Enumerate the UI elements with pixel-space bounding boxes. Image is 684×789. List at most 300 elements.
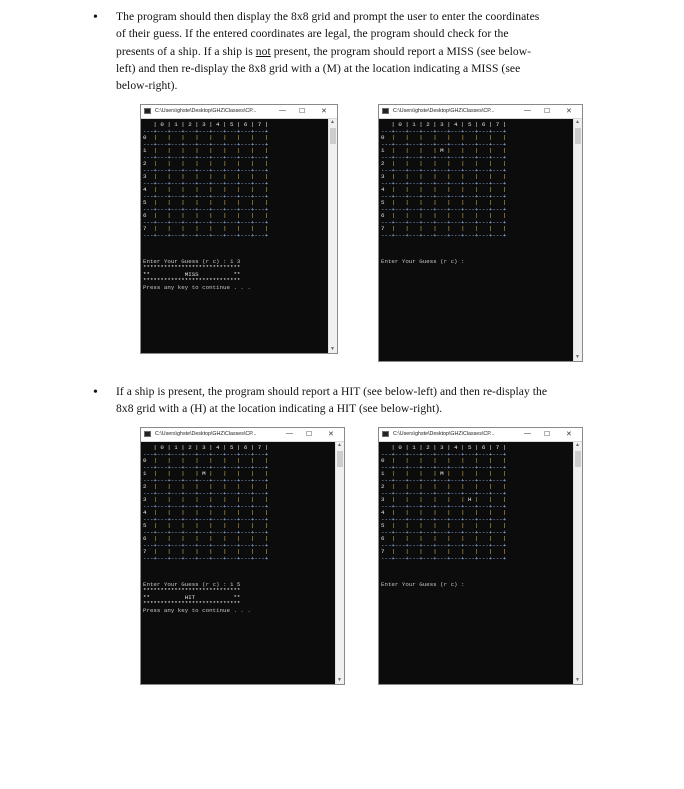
- cell-border: |: [223, 457, 227, 464]
- cell-border: |: [153, 134, 157, 141]
- cmd-icon: [144, 431, 151, 437]
- cell-border: |: [419, 173, 423, 180]
- cell-border: |: [488, 548, 493, 555]
- cell-border: |: [264, 186, 269, 193]
- cell-border: |: [461, 522, 465, 529]
- cell-border: |: [474, 483, 479, 490]
- cell-border: |: [419, 483, 423, 490]
- cell-border: |: [419, 496, 423, 503]
- cell-border: |: [447, 212, 451, 219]
- minimize-button[interactable]: —: [286, 430, 293, 437]
- cell-border: |: [236, 199, 241, 206]
- cell-border: |: [181, 535, 185, 542]
- cell-border: |: [167, 457, 171, 464]
- cell-border: |: [391, 496, 395, 503]
- cell-border: |: [195, 225, 199, 232]
- title-bar: [379, 428, 582, 442]
- maximize-button[interactable]: ☐: [306, 431, 313, 438]
- grid-separator: ---+---+---+---+---+---+---+---+---+: [143, 489, 269, 497]
- row-label: 7: [143, 225, 147, 232]
- cell-border: |: [181, 483, 185, 490]
- cell-border: |: [461, 457, 465, 464]
- grid-separator: ---+---+---+---+---+---+---+---+---+: [143, 231, 269, 239]
- cell-border: |: [474, 212, 479, 219]
- cell-border: |: [405, 522, 409, 529]
- cell-border: |: [250, 470, 255, 477]
- grid-separator: ---+---+---+---+---+---+---+---+---+: [381, 515, 507, 523]
- cell-border: |: [209, 134, 213, 141]
- cell-border: |: [223, 548, 227, 555]
- cell-border: |: [181, 186, 185, 193]
- scroll-thumb[interactable]: [330, 128, 336, 144]
- close-button[interactable]: ✕: [328, 431, 334, 438]
- cell-border: |: [474, 186, 479, 193]
- grid-separator: ---+---+---+---+---+---+---+---+---+: [381, 231, 507, 239]
- window-title: C:\Users\ghste\Desktop\GHZ\Classes\CP...: [155, 108, 257, 114]
- cell-border: |: [474, 173, 479, 180]
- cell-border: |: [405, 134, 409, 141]
- cell-border: |: [223, 470, 227, 477]
- minimize-button[interactable]: —: [524, 430, 531, 437]
- cell-border: |: [447, 548, 451, 555]
- grid-separator: ---+---+---+---+---+---+---+---+---+: [381, 450, 507, 458]
- cell-border: |: [461, 160, 465, 167]
- cell-border: |: [461, 173, 465, 180]
- cell-border: |: [181, 225, 185, 232]
- cell-border: |: [502, 470, 507, 477]
- title-bar: [379, 105, 582, 119]
- row-label: 0: [143, 134, 147, 141]
- row-label: 0: [381, 134, 385, 141]
- cell-border: |: [181, 548, 185, 555]
- cell-border: |: [153, 470, 157, 477]
- cell-border: |: [195, 522, 199, 529]
- cell-border: |: [419, 509, 423, 516]
- cell-border: |: [502, 535, 507, 542]
- cell-border: |: [405, 548, 409, 555]
- grid-separator: ---+---+---+---+---+---+---+---+---+: [381, 502, 507, 510]
- cell-border: |: [391, 186, 395, 193]
- paragraph-hit: If a ship is present, the program should report a HIT (see below-left) and then re-display the 8x8 grid with a (H) at the location indicating a HIT (see below-right).: [116, 385, 548, 416]
- cell-border: |: [181, 457, 185, 464]
- cell-border: |: [250, 496, 255, 503]
- guess-prompt: Enter Your Guess (r c) : 1 5: [143, 580, 241, 588]
- grid-separator: ---+---+---+---+---+---+---+---+---+: [381, 166, 507, 174]
- cell-border: |: [433, 535, 437, 542]
- cell-border: |: [488, 457, 493, 464]
- cell-border: |: [488, 225, 493, 232]
- cell-border: |: [236, 147, 241, 154]
- scroll-up-arrow-icon[interactable]: ▲: [337, 443, 342, 448]
- grid-separator: ---+---+---+---+---+---+---+---+---+: [381, 218, 507, 226]
- cell-border: |: [488, 483, 493, 490]
- cell-border: |: [195, 147, 199, 154]
- cell-border: |: [223, 147, 227, 154]
- grid-separator: ---+---+---+---+---+---+---+---+---+: [143, 205, 269, 213]
- emphasis-not: not: [255, 44, 271, 58]
- cell-border: |: [153, 225, 157, 232]
- cell-border: |: [474, 199, 479, 206]
- minimize-button[interactable]: —: [524, 107, 531, 114]
- cell-border: |: [250, 199, 255, 206]
- row-label: 4: [381, 509, 385, 516]
- scroll-down-arrow-icon[interactable]: ▼: [337, 678, 342, 683]
- grid-separator: ---+---+---+---+---+---+---+---+---+: [143, 127, 269, 135]
- scroll-thumb[interactable]: [575, 451, 581, 467]
- cell-border: |: [447, 186, 451, 193]
- cell-border: |: [181, 509, 185, 516]
- cell-border: |: [264, 483, 269, 490]
- grid-separator: ---+---+---+---+---+---+---+---+---+: [381, 140, 507, 148]
- grid-separator: ---+---+---+---+---+---+---+---+---+: [143, 140, 269, 148]
- scroll-down-arrow-icon[interactable]: ▼: [330, 347, 335, 352]
- cell-border: |: [264, 212, 269, 219]
- cell-border: |: [461, 483, 465, 490]
- cell-border: |: [502, 457, 507, 464]
- cell-border: |: [167, 496, 171, 503]
- grid-separator: ---+---+---+---+---+---+---+---+---+: [143, 476, 269, 484]
- cell-border: |: [488, 134, 493, 141]
- cell-border: |: [209, 522, 213, 529]
- grid-separator: ---+---+---+---+---+---+---+---+---+: [143, 528, 269, 536]
- grid-separator: ---+---+---+---+---+---+---+---+---+: [381, 179, 507, 187]
- row-label: 5: [381, 199, 385, 206]
- row-label: 5: [143, 199, 147, 206]
- cell-border: |: [250, 522, 255, 529]
- cell-border: |: [167, 509, 171, 516]
- cell-border: |: [223, 173, 227, 180]
- cell-border: |: [461, 199, 465, 206]
- grid-header: | 0 | 1 | 2 | 3 | 4 | 5 | 6 | 7 |: [381, 121, 507, 128]
- cell-border: |: [474, 496, 479, 503]
- cell-border: |: [209, 470, 213, 477]
- cell-border: |: [391, 470, 395, 477]
- bullet-2: •: [93, 385, 98, 400]
- close-button[interactable]: ✕: [321, 108, 327, 115]
- cell-border: |: [488, 470, 493, 477]
- cell-border: |: [236, 134, 241, 141]
- cmd-icon: [382, 108, 389, 114]
- cell-border: |: [419, 147, 423, 154]
- cell-border: |: [181, 212, 185, 219]
- vertical-scrollbar[interactable]: [573, 119, 582, 361]
- cell-border: |: [209, 535, 213, 542]
- cell-border: |: [419, 212, 423, 219]
- cell-border: |: [474, 457, 479, 464]
- cell-border: |: [223, 483, 227, 490]
- cell-border: |: [433, 457, 437, 464]
- row-label: 7: [143, 548, 147, 555]
- cell-border: |: [264, 457, 269, 464]
- cell-border: |: [433, 199, 437, 206]
- window-title: C:\Users\ghste\Desktop\GHZ\Classes\CP...: [155, 431, 257, 437]
- cell-border: |: [167, 173, 171, 180]
- row-label: 1: [143, 147, 147, 154]
- cell-border: |: [502, 160, 507, 167]
- cell-border: |: [488, 173, 493, 180]
- row-label: 2: [381, 483, 385, 490]
- cell-border: |: [264, 496, 269, 503]
- cell-border: |: [391, 509, 395, 516]
- window-title: C:\Users\ghste\Desktop\GHZ\Classes\CP...: [393, 108, 495, 114]
- grid-separator: ---+---+---+---+---+---+---+---+---+: [381, 554, 507, 562]
- grid-cell-mark: H: [464, 496, 475, 503]
- cell-border: |: [405, 225, 409, 232]
- cell-border: |: [195, 160, 199, 167]
- cell-border: |: [153, 147, 157, 154]
- cell-border: |: [391, 522, 395, 529]
- cell-border: |: [223, 160, 227, 167]
- cell-border: |: [153, 522, 157, 529]
- cell-border: |: [264, 199, 269, 206]
- cell-border: |: [236, 548, 241, 555]
- console-window-miss-result: [140, 104, 338, 354]
- cell-border: |: [433, 483, 437, 490]
- cell-border: |: [264, 160, 269, 167]
- cell-border: |: [250, 186, 255, 193]
- cell-border: |: [209, 199, 213, 206]
- cell-border: |: [181, 496, 185, 503]
- cell-border: |: [433, 134, 437, 141]
- cell-border: |: [474, 225, 479, 232]
- row-label: 4: [143, 186, 147, 193]
- cell-border: |: [433, 173, 437, 180]
- console-output: [381, 122, 506, 265]
- cell-border: |: [250, 457, 255, 464]
- grid-cell-mark: M: [436, 470, 448, 477]
- row-label: 3: [143, 496, 147, 503]
- cell-border: |: [167, 225, 171, 232]
- cell-border: |: [405, 509, 409, 516]
- cell-border: |: [153, 199, 157, 206]
- cell-border: |: [461, 535, 465, 542]
- cell-border: |: [167, 134, 171, 141]
- cell-border: |: [153, 483, 157, 490]
- cell-border: |: [167, 186, 171, 193]
- grid-separator: ---+---+---+---+---+---+---+---+---+: [381, 489, 507, 497]
- cell-border: |: [405, 199, 409, 206]
- cell-border: |: [405, 470, 409, 477]
- cell-border: |: [433, 212, 437, 219]
- grid-separator: ---+---+---+---+---+---+---+---+---+: [143, 153, 269, 161]
- cell-border: |: [250, 160, 255, 167]
- maximize-button[interactable]: ☐: [544, 431, 551, 438]
- cell-border: |: [488, 147, 493, 154]
- close-button[interactable]: ✕: [566, 431, 572, 438]
- cell-border: |: [153, 548, 157, 555]
- cell-border: |: [236, 509, 241, 516]
- cell-border: |: [419, 535, 423, 542]
- cmd-icon: [382, 431, 389, 437]
- cell-border: |: [264, 548, 269, 555]
- cell-border: |: [167, 470, 171, 477]
- cell-border: |: [405, 496, 409, 503]
- cell-border: |: [447, 535, 451, 542]
- cell-border: |: [167, 548, 171, 555]
- cell-border: |: [488, 522, 493, 529]
- vertical-scrollbar[interactable]: [573, 442, 582, 684]
- cell-border: |: [236, 522, 241, 529]
- grid-separator: ---+---+---+---+---+---+---+---+---+: [381, 528, 507, 536]
- cell-border: |: [405, 535, 409, 542]
- bullet-1: •: [93, 10, 98, 25]
- row-label: 3: [381, 173, 385, 180]
- cell-border: |: [474, 470, 479, 477]
- cell-border: |: [488, 496, 493, 503]
- cell-border: |: [195, 509, 199, 516]
- cell-border: |: [209, 160, 213, 167]
- cell-border: |: [264, 522, 269, 529]
- cell-border: |: [474, 134, 479, 141]
- row-label: 2: [143, 483, 147, 490]
- cell-border: |: [181, 173, 185, 180]
- cell-border: |: [419, 470, 423, 477]
- scroll-thumb[interactable]: [337, 451, 343, 467]
- row-label: 7: [381, 225, 385, 232]
- cell-border: |: [433, 160, 437, 167]
- cell-border: |: [153, 160, 157, 167]
- cell-border: |: [195, 173, 199, 180]
- close-button[interactable]: ✕: [566, 108, 572, 115]
- cell-border: |: [488, 212, 493, 219]
- cell-border: |: [153, 186, 157, 193]
- grid-separator: ---+---+---+---+---+---+---+---+---+: [143, 218, 269, 226]
- cell-border: |: [461, 470, 465, 477]
- cell-border: |: [419, 160, 423, 167]
- cell-border: |: [250, 509, 255, 516]
- cell-border: |: [391, 199, 395, 206]
- cell-border: |: [447, 225, 451, 232]
- cell-border: |: [419, 199, 423, 206]
- row-label: 6: [381, 212, 385, 219]
- cell-border: |: [236, 173, 241, 180]
- cell-border: |: [250, 225, 255, 232]
- row-label: 4: [143, 509, 147, 516]
- cell-border: |: [264, 535, 269, 542]
- row-label: 3: [143, 173, 147, 180]
- cell-border: |: [502, 134, 507, 141]
- cell-border: |: [447, 470, 451, 477]
- cell-border: |: [447, 173, 451, 180]
- grid-separator: ---+---+---+---+---+---+---+---+---+: [143, 166, 269, 174]
- vertical-scrollbar[interactable]: [328, 119, 337, 353]
- scroll-up-arrow-icon[interactable]: ▲: [575, 120, 580, 125]
- scroll-up-arrow-icon[interactable]: ▲: [330, 120, 335, 125]
- grid-separator: ---+---+---+---+---+---+---+---+---+: [381, 127, 507, 135]
- cell-border: |: [461, 225, 465, 232]
- cell-border: |: [391, 147, 395, 154]
- cell-border: |: [433, 186, 437, 193]
- cell-border: |: [223, 186, 227, 193]
- cell-border: |: [181, 147, 185, 154]
- guess-prompt: Enter Your Guess (r c) :: [381, 257, 465, 265]
- cell-border: |: [250, 173, 255, 180]
- maximize-button[interactable]: ☐: [544, 108, 551, 115]
- cell-border: |: [236, 483, 241, 490]
- cell-border: |: [405, 457, 409, 464]
- row-label: 1: [381, 470, 385, 477]
- scroll-down-arrow-icon[interactable]: ▼: [575, 678, 580, 683]
- cell-border: |: [223, 134, 227, 141]
- cell-border: |: [250, 147, 255, 154]
- cell-border: |: [447, 509, 451, 516]
- row-label: 5: [143, 522, 147, 529]
- cell-border: |: [391, 212, 395, 219]
- cell-border: |: [167, 522, 171, 529]
- cell-border: |: [502, 483, 507, 490]
- scroll-down-arrow-icon[interactable]: ▼: [575, 355, 580, 360]
- cell-border: |: [167, 535, 171, 542]
- cell-border: |: [195, 496, 199, 503]
- cell-border: |: [447, 199, 451, 206]
- cell-border: |: [250, 212, 255, 219]
- cell-border: |: [195, 212, 199, 219]
- row-label: 0: [381, 457, 385, 464]
- cell-border: |: [223, 199, 227, 206]
- cell-border: |: [223, 522, 227, 529]
- cell-border: |: [391, 160, 395, 167]
- guess-prompt: Enter Your Guess (r c) : 1 3: [143, 257, 241, 265]
- cell-border: |: [209, 173, 213, 180]
- cell-border: |: [209, 212, 213, 219]
- cell-border: |: [209, 147, 213, 154]
- cell-border: |: [502, 212, 507, 219]
- row-label: 6: [143, 535, 147, 542]
- row-label: 6: [381, 535, 385, 542]
- console-window-miss-redisplay: [378, 104, 583, 362]
- row-label: 7: [381, 548, 385, 555]
- cell-border: |: [419, 522, 423, 529]
- cell-border: |: [236, 212, 241, 219]
- cell-border: |: [461, 496, 465, 503]
- cell-border: |: [419, 548, 423, 555]
- cell-border: |: [502, 522, 507, 529]
- cell-border: |: [195, 535, 199, 542]
- row-label: 2: [143, 160, 147, 167]
- cell-border: |: [236, 457, 241, 464]
- cell-border: |: [433, 509, 437, 516]
- minimize-button[interactable]: —: [279, 107, 286, 114]
- cell-border: |: [195, 186, 199, 193]
- cell-border: |: [488, 509, 493, 516]
- scroll-thumb[interactable]: [575, 128, 581, 144]
- cell-border: |: [447, 457, 451, 464]
- cell-border: |: [209, 548, 213, 555]
- cell-border: |: [391, 225, 395, 232]
- maximize-button[interactable]: ☐: [299, 108, 306, 115]
- cell-border: |: [264, 509, 269, 516]
- cell-border: |: [391, 483, 395, 490]
- cell-border: |: [181, 134, 185, 141]
- cell-border: |: [167, 160, 171, 167]
- cell-border: |: [195, 470, 199, 477]
- cell-border: |: [447, 160, 451, 167]
- row-label: 1: [381, 147, 385, 154]
- title-bar: [141, 428, 344, 442]
- grid-separator: ---+---+---+---+---+---+---+---+---+: [381, 476, 507, 484]
- vertical-scrollbar[interactable]: [335, 442, 344, 684]
- cell-border: |: [223, 496, 227, 503]
- cell-border: |: [405, 147, 409, 154]
- cell-border: |: [474, 509, 479, 516]
- grid-separator: ---+---+---+---+---+---+---+---+---+: [381, 205, 507, 213]
- cmd-icon: [144, 108, 151, 114]
- result-line: Press any key to continue . . .: [143, 606, 251, 614]
- scroll-up-arrow-icon[interactable]: ▲: [575, 443, 580, 448]
- row-label: 3: [381, 496, 385, 503]
- cell-border: |: [502, 173, 507, 180]
- cell-border: |: [209, 483, 213, 490]
